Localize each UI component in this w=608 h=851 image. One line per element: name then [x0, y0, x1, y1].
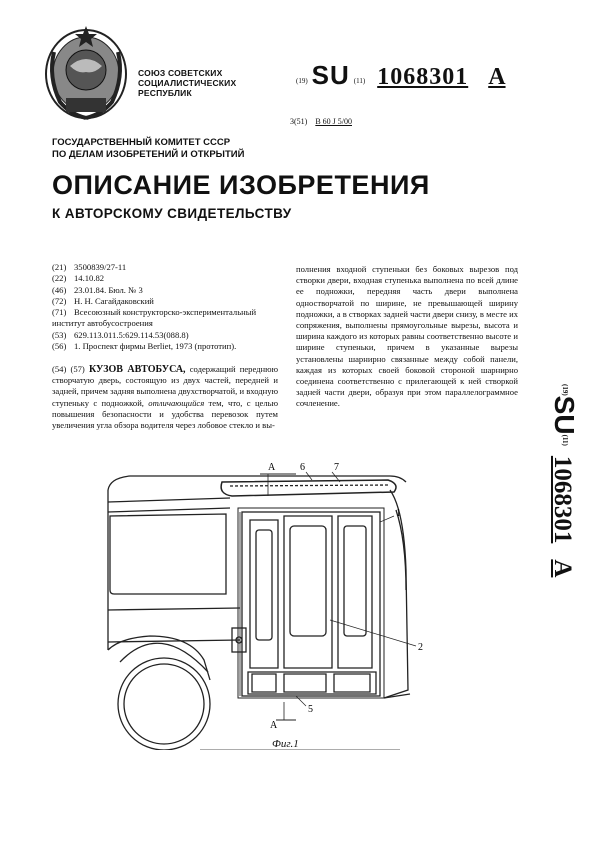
abstract-left-column	[52, 364, 278, 431]
invention-name: КУЗОВ АВТОБУСА,	[88, 364, 186, 375]
document-title: ОПИСАНИЕ ИЗОБРЕТЕНИЯ	[52, 170, 430, 200]
committee-line-2: ПО ДЕЛАМ ИЗОБРЕТЕНИЙ И ОТКРЫТИЙ	[52, 149, 245, 160]
committee-line-1: ГОСУДАРСТВЕННЫЙ КОМИТЕТ СССР	[52, 137, 231, 148]
wheel	[118, 658, 210, 750]
vertical-code-11: (11)	[561, 434, 569, 446]
ipc-classification	[290, 117, 352, 126]
callout-1: 1	[396, 508, 401, 519]
ipc-code: 3(51)	[290, 117, 308, 126]
patent-number: 1068301	[377, 64, 469, 90]
biblio-21: (21) 3500839/27-11	[52, 262, 127, 272]
roof-section	[221, 480, 396, 496]
biblio-53: (53) 629.113.011.5:629.114.53(088.8)	[52, 329, 189, 340]
bus-drawing	[100, 450, 540, 750]
step	[248, 672, 376, 694]
committee	[52, 137, 244, 161]
vertical-kind: A	[549, 559, 576, 578]
union-line-1: СОЮЗ СОВЕТСКИХ	[138, 68, 223, 78]
ipc-value: B 60 J 5/00	[315, 117, 352, 126]
biblio-46: (46) 23.01.84. Бюл. № 3	[52, 284, 143, 295]
biblio-71: (71) Всесоюзный конструкторско-экспериментальный институт автобусостроения	[52, 307, 257, 329]
abstract-codes: (54) (57)	[52, 364, 85, 374]
code-19: (19)	[296, 77, 308, 85]
abstract-right-column: полнения входной ступеньки без боковых вырезов под створки двери, входная ступенька выполнена по всей длине ее подножки, передняя часть двери выполнена одностворчатой по ширине, не превышающей ширину подножки, а в створках задней части двери снизу, в месте их сопряжения, выполнены прямоугольные вырезы, высота и ширина каждого из которых равны соответственно высоте и ширине ступеньки, причем в указанные вырезы установлены шарнирно связанные между собой панели, каждая из которых своей боковой стороной шарнирно соединена соответственно с прилегающей к ней створкой задней части двери, образуя при этом параллелограммное сочленение.	[296, 264, 518, 409]
publication-number	[296, 60, 506, 100]
callout-2: 2	[418, 642, 423, 653]
document-subtitle: К АВТОРСКОМУ СВИДЕТЕЛЬСТВУ	[52, 206, 292, 221]
section-a-bottom: A	[270, 720, 278, 731]
biblio-72: (72) Н. Н. Сагайдаковский	[52, 295, 154, 306]
section-a-top: A	[268, 462, 276, 473]
biblio-56: (56) 1. Проспект фирмы Berliet, 1973 (прототип).	[52, 341, 237, 352]
rear-leaf-2	[338, 516, 372, 668]
union-line-2: СОЦИАЛИСТИЧЕСКИХ	[138, 78, 237, 88]
biblio-22: (22) 14.10.82	[52, 273, 105, 284]
code-11: (11)	[353, 77, 366, 85]
abstract-text-2: тем, что, с целью повышения безопасности и удобства перевозок путем увеличения угла обзора водителя через лобовое стекло и вы-	[52, 397, 278, 431]
abstract-text-1: содержащий переднюю створчатую дверь, состоящую из двух частей, передней и задней, причем задняя выполнена двухстворчатой, и входную ступеньку с подножкой,	[52, 364, 278, 408]
front-leaf	[250, 520, 278, 668]
rear-leaf-1	[284, 516, 332, 668]
vertical-number: 1068301	[549, 455, 576, 544]
figure-label: Фиг.1	[272, 738, 299, 750]
abstract-distinguishing: отличающийся	[148, 397, 205, 408]
vertical-country: SU	[549, 395, 580, 435]
vertical-code-19: (19)	[561, 384, 569, 396]
callout-5: 5	[308, 704, 313, 715]
callout-7: 7	[334, 462, 339, 473]
roof-line	[108, 476, 406, 490]
state-emblem	[40, 22, 132, 122]
union-line-3: РЕСПУБЛИК	[138, 88, 192, 98]
side-window	[110, 514, 226, 594]
kind-code: A	[488, 64, 506, 90]
callout-6: 6	[300, 462, 305, 473]
bibliographic-data	[52, 262, 284, 352]
country-code: SU	[311, 60, 350, 90]
front-windshield	[384, 490, 408, 698]
union-name	[138, 68, 236, 98]
